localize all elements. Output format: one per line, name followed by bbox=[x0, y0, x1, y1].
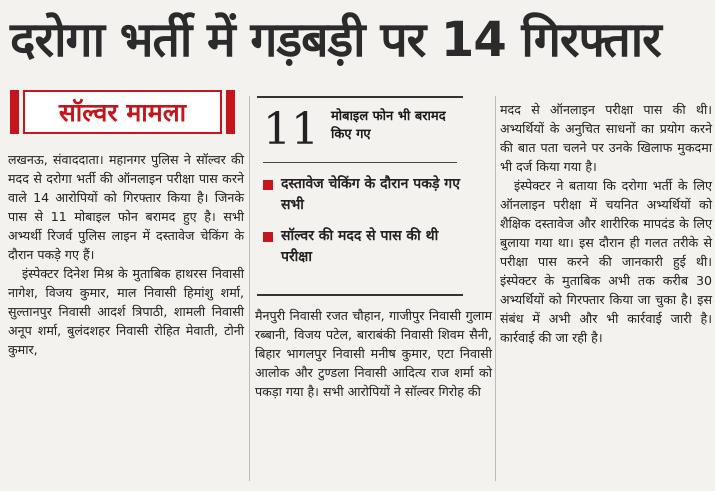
red-square-icon bbox=[263, 232, 273, 242]
article-column-1 bbox=[8, 150, 244, 359]
column-1-paragraph-1: लखनऊ, संवाददाता। महानगर पुलिस ने सॉल्वर की मदद से दरोगा भर्ती की ऑनलाइन परीक्षा पास करने वाले 14 आरोपियों को गिरफ्तार किया है। जिनके पास से 11 मोबाइल फोन बरामद हुए है। सभी अभ्यर्थी रिजर्व पुलिस लाइन में दस्तावेज चेकिंग के दौरान पकड़े गए हैं। bbox=[8, 152, 244, 262]
kicker-left-bar bbox=[10, 90, 19, 134]
kicker-label: सॉल्वर मामला bbox=[23, 90, 222, 134]
column-divider bbox=[495, 96, 496, 481]
column-3-paragraph-1: मदद से ऑनलाइन परीक्षा पास की थी। अभ्यर्थियों के अनुचित साधनों का प्रयोग करने की बात पता चलने पर उनके खिलाफ मुकदमा भी दर्ज किया गया है। bbox=[500, 102, 712, 174]
highlight-box bbox=[257, 96, 463, 296]
section-kicker bbox=[10, 88, 235, 136]
article-column-2 bbox=[255, 306, 492, 401]
bullet-item bbox=[263, 226, 461, 268]
highlight-number: 11 bbox=[263, 104, 319, 155]
bullet-text: दस्तावेज चेकिंग के दौरान पकड़े गए सभी bbox=[281, 176, 460, 213]
column-divider bbox=[249, 96, 250, 481]
headline: दरोगा भर्ती में गड़बड़ी पर 14 गिरफ्तार bbox=[10, 12, 661, 68]
article-column-3 bbox=[500, 100, 712, 347]
bullet-item bbox=[263, 174, 461, 216]
highlight-bullets bbox=[263, 174, 461, 278]
column-2-paragraph-1: मैनपुरी निवासी रजत चौहान, गाजीपुर निवासी गुलाम रब्बानी, विजय पटेल, बाराबंकी निवासी शिवम सैनी, बिहार भागलपुर निवासी मनीष कुमार, एटा निवासी आलोक और टुण्डला निवासी आदित्य राज शर्मा को पकड़ा गया है। सभी आरोपियों ने सॉल्वर गिरोह की bbox=[255, 308, 492, 399]
kicker-right-bar bbox=[226, 90, 235, 134]
highlight-rule bbox=[263, 162, 457, 163]
highlight-text: मोबाइल फोन भी बरामद किए गए bbox=[331, 109, 446, 142]
column-1-paragraph-2: इंस्पेक्टर दिनेश मिश्र के मुताबिक हाथरस निवासी नागेश, विजय कुमार, माल निवासी हिमांशु शर्मा, सुल्तानपुर निवासी आदर्श त्रिपाठी, शामली निवासी अनूप शर्मा, बुलंदशहर निवासी रोहित मेवाती, टोनी कुमार, bbox=[8, 266, 244, 357]
bullet-text: सॉल्वर की मदद से पास की थी परीक्षा bbox=[281, 228, 439, 265]
column-3-paragraph-2: इंस्पेक्टर ने बताया कि दरोगा भर्ती के लिए ऑनलाइन परीक्षा में चयनित अभ्यर्थियों को शैक्षिक दस्तावेज और शारीरिक मापदंड के लिए बुलाया गया था। इस दौरान ही गलत तरीके से परीक्षा पास करने की जानकारी हुई थी। इंस्पेक्टर के मुताबिक अभी तक करीब 30 अभ्यर्थियों को गिरफ्तार किया जा चुका है। इस संबंध में अभी और भी कार्रवाई जारी है। कार्रवाई की जा रही है। bbox=[500, 178, 712, 345]
red-square-icon bbox=[263, 180, 273, 190]
